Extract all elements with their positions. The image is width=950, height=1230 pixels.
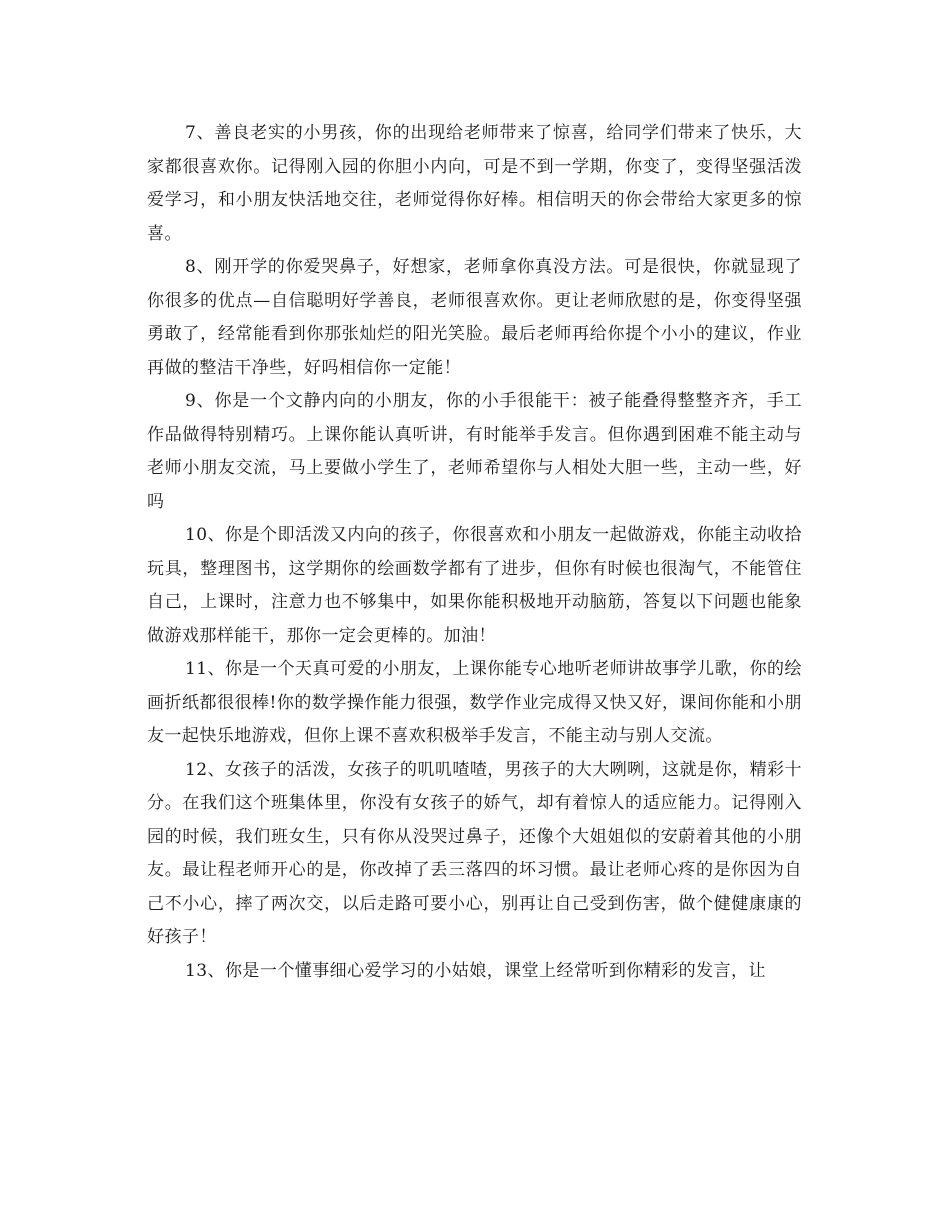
paragraph-7: 7、善良老实的小男孩，你的出现给老师带来了惊喜，给同学们带来了快乐，大家都很喜欢你。记得刚入园的你胆小内向，可是不到一学期，你变了，变得坚强活泼爱学习，和小朋友快活地交往，老师觉得你好棒。相信明天的你会带给大家更多的惊喜。 — [147, 123, 802, 244]
paragraph-9: 9、你是一个文静内向的小朋友，你的小手很能干：被子能叠得整整齐齐，手工作品做得特别精巧。上课你能认真听讲，有时能举手发言。但你遇到困难不能主动与老师小朋友交流，马上要做小学生了，老师希望你与人相处大胆一些，主动一些，好吗 — [147, 391, 802, 512]
paragraph-12: 12、女孩子的活泼，女孩子的叽叽喳喳，男孩子的大大咧咧，这就是你，精彩十分。在我们这个班集体里，你没有女孩子的娇气，却有着惊人的适应能力。记得刚入园的时候，我们班女生，只有你从没哭过鼻子，还像个大姐姐似的安蔚着其他的小朋友。最让程老师开心的是，你改掉了丢三落四的坏习惯。最让老师心疼的是你因为自己不小心，摔了两次交，以后走路可要小心，别再让自己受到伤害，做个健健康康的好孩子！ — [147, 759, 802, 947]
document-body — [147, 117, 802, 988]
paragraph-10: 10、你是个即活泼又内向的孩子，你很喜欢和小朋友一起做游戏，你能主动收拾玩具，整理图书，这学期你的绘画数学都有了进步，但你有时候也很淘气，不能管住自己，上课时，注意力也不够集中，如果你能积极地开动脑筋，答复以下问题也能象做游戏那样能干，那你一定会更棒的。加油！ — [147, 525, 802, 646]
paragraph-8: 8、刚开学的你爱哭鼻子，好想家，老师拿你真没方法。可是很快，你就显现了你很多的优点—自信聪明好学善良，老师很喜欢你。更让老师欣慰的是，你变得坚强勇敢了，经常能看到你那张灿烂的阳光笑脸。最后老师再给你提个小小的建议，作业再做的整洁干净些，好吗相信你一定能！ — [147, 257, 802, 378]
paragraph-13: 13、你是一个懂事细心爱学习的小姑娘，课堂上经常听到你精彩的发言，让 — [185, 960, 766, 981]
paragraph-11: 11、你是一个天真可爱的小朋友，上课你能专心地听老师讲故事学儿歌，你的绘画折纸都很很棒!你的数学操作能力很强，数学作业完成得又快又好，课间你能和小朋友一起快乐地游戏，但你上课不喜欢积极举手发言，不能主动与别人交流。 — [147, 659, 802, 746]
